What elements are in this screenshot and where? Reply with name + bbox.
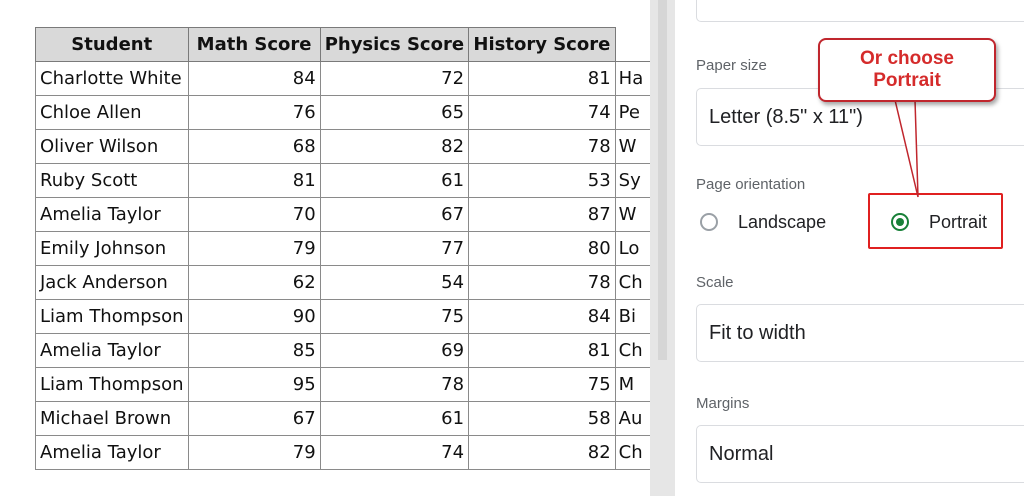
student-cell: Oliver Wilson — [36, 130, 189, 164]
history-cell: 58 — [469, 402, 616, 436]
physics-cell: 75 — [320, 300, 468, 334]
landscape-label: Landscape — [738, 211, 827, 232]
print-scope-value — [709, 0, 830, 8]
student-cell: Emily Johnson — [36, 232, 189, 266]
physics-cell: 82 — [320, 130, 468, 164]
physics-cell: 74 — [320, 436, 468, 470]
portrait-highlight-box — [868, 193, 1003, 249]
math-cell: 85 — [188, 334, 320, 368]
extra-cell: Lo — [615, 232, 650, 266]
portrait-label: Portrait — [929, 211, 988, 232]
extra-cell: Pe — [615, 96, 650, 130]
extra-cell: W — [615, 130, 650, 164]
physics-cell: 69 — [320, 334, 468, 368]
extra-cell: Ha — [615, 62, 650, 96]
physics-cell: 65 — [320, 96, 468, 130]
math-cell: 81 — [188, 164, 320, 198]
scale-value: Fit to width — [709, 322, 806, 344]
physics-cell: 67 — [320, 198, 468, 232]
math-cell: 62 — [188, 266, 320, 300]
paper-size-label: Paper size — [696, 57, 767, 74]
math-cell: 84 — [188, 62, 320, 96]
table-row — [36, 62, 651, 96]
extra-cell: Bi — [615, 300, 650, 334]
landscape-option[interactable] — [700, 205, 826, 239]
student-cell: Chloe Allen — [36, 96, 189, 130]
table-row — [36, 334, 651, 368]
score-table — [35, 27, 650, 470]
student-cell: Ruby Scott — [36, 164, 189, 198]
paper-size-value: Letter (8.5" x 11") — [709, 106, 863, 128]
margins-label: Margins — [696, 395, 750, 412]
math-cell: 67 — [188, 402, 320, 436]
history-cell: 80 — [469, 232, 616, 266]
student-cell: Liam Thompson — [36, 368, 189, 402]
header-history: History Score — [469, 28, 616, 62]
callout-line-1: Or choose — [860, 48, 954, 69]
math-cell: 90 — [188, 300, 320, 334]
table-row — [36, 300, 651, 334]
math-cell: 95 — [188, 368, 320, 402]
header-physics: Physics Score — [320, 28, 468, 62]
physics-cell: 77 — [320, 232, 468, 266]
landscape-radio[interactable] — [700, 213, 718, 231]
extra-cell: M — [615, 368, 650, 402]
extra-cell: W — [615, 198, 650, 232]
table-row — [36, 130, 651, 164]
student-cell: Amelia Taylor — [36, 436, 189, 470]
history-cell: 81 — [469, 334, 616, 368]
history-cell: 75 — [469, 368, 616, 402]
extra-cell: Sy — [615, 164, 650, 198]
table-row — [36, 96, 651, 130]
header-row — [36, 28, 651, 62]
history-cell: 74 — [469, 96, 616, 130]
table-row — [36, 198, 651, 232]
history-cell: 78 — [469, 266, 616, 300]
orientation-label: Page orientation — [696, 176, 806, 193]
print-scope-select[interactable] — [696, 0, 1024, 22]
margins-value: Normal — [709, 443, 774, 465]
history-cell: 84 — [469, 300, 616, 334]
math-cell: 79 — [188, 232, 320, 266]
scale-select[interactable] — [696, 304, 1024, 362]
student-cell: Amelia Taylor — [36, 334, 189, 368]
history-cell: 87 — [469, 198, 616, 232]
table-row — [36, 436, 651, 470]
extra-cell: Ch — [615, 266, 650, 300]
extra-cell: Ch — [615, 334, 650, 368]
header-extra — [615, 28, 650, 62]
physics-cell: 61 — [320, 402, 468, 436]
panel-divider-scrollbar[interactable] — [650, 0, 675, 496]
margins-select[interactable] — [696, 425, 1024, 483]
student-cell: Charlotte White — [36, 62, 189, 96]
scale-label: Scale — [696, 274, 734, 291]
extra-cell: Au — [615, 402, 650, 436]
student-cell: Jack Anderson — [36, 266, 189, 300]
physics-cell: 61 — [320, 164, 468, 198]
header-student: Student — [36, 28, 189, 62]
student-cell: Liam Thompson — [36, 300, 189, 334]
table-row — [36, 232, 651, 266]
math-cell: 76 — [188, 96, 320, 130]
physics-cell: 72 — [320, 62, 468, 96]
student-cell: Michael Brown — [36, 402, 189, 436]
history-cell: 81 — [469, 62, 616, 96]
table-row — [36, 164, 651, 198]
history-cell: 82 — [469, 436, 616, 470]
scrollbar-thumb[interactable] — [658, 0, 667, 360]
physics-cell: 54 — [320, 266, 468, 300]
table-row — [36, 266, 651, 300]
physics-cell: 78 — [320, 368, 468, 402]
callout-bubble — [818, 38, 996, 102]
history-cell: 53 — [469, 164, 616, 198]
table-row — [36, 368, 651, 402]
history-cell: 78 — [469, 130, 616, 164]
student-cell: Amelia Taylor — [36, 198, 189, 232]
math-cell: 79 — [188, 436, 320, 470]
table-row — [36, 402, 651, 436]
math-cell: 68 — [188, 130, 320, 164]
callout-line-2: Portrait — [873, 70, 941, 91]
math-cell: 70 — [188, 198, 320, 232]
header-math: Math Score — [188, 28, 320, 62]
extra-cell: Ch — [615, 436, 650, 470]
